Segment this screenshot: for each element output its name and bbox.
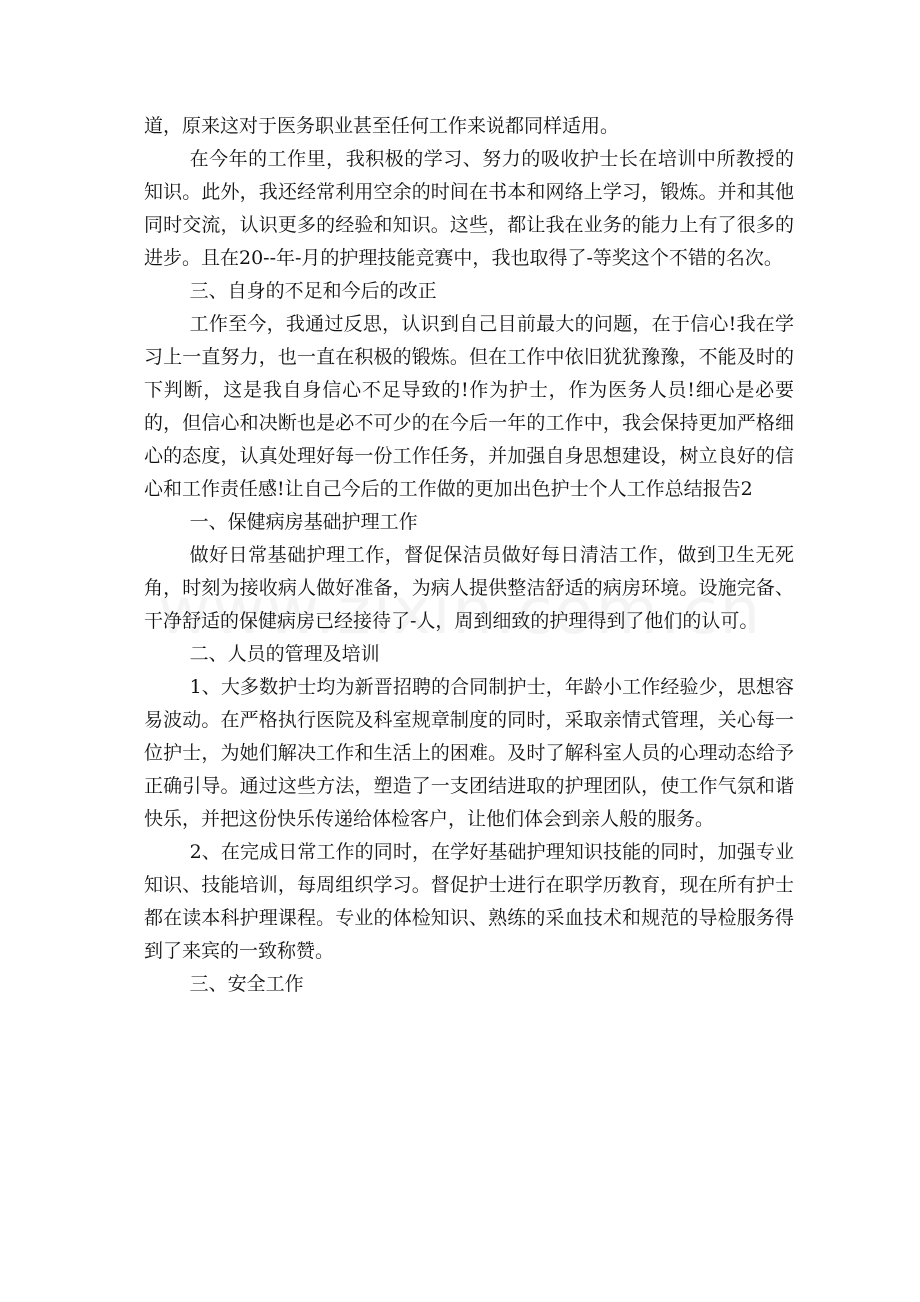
- section-heading-staff-training: 二、人员的管理及培训: [189, 643, 380, 665]
- paragraph-2: 在今年的工作里，我积极的学习、努力的吸收护士长在培训中所教授的知识。此外，我还经常利用空余的时间在书本和网络上学习，锻炼。并和其他同时交流，认识更多的经验和知识。这些，都让我在业务的能力上有了很多的进步。且在20--年-月的护理技能竞赛中，我也取得了-等奖这个不错的名次。: [144, 148, 794, 269]
- section-heading-safety: 三、安全工作: [189, 973, 304, 995]
- paragraph-3: 工作至今，我通过反思，认识到自己目前最大的问题，在于信心!我在学习上一直努力，也一直在积极的锻炼。但在工作中依旧犹犹豫豫，不能及时的下判断，这是我自身信心不足导致的!作为护士，作为医务人员!细心是必要的，但信心和决断也是必不可少的在今后一年的工作中，我会保持更加严格细心的态度，认真处理好每一份工作任务，并加强自身思想建设，树立良好的信心和工作责任感!让自己今后的工作做的更加出色护士个人工作总结报告2: [144, 313, 794, 500]
- document-body: [144, 110, 794, 1001]
- paragraph-6: 2、在完成日常工作的同时，在学好基础护理知识技能的同时，加强专业知识、技能培训，每周组织学习。督促护士进行在职学历教育，现在所有护士都在读本科护理课程。专业的体检知识、熟练的采血技术和规范的导检服务得到了来宾的一致称赞。: [144, 841, 794, 962]
- section-heading-ward-care: 一、保健病房基础护理工作: [189, 511, 418, 533]
- paragraph-1: 道，原来这对于医务职业甚至任何工作来说都同样适用。: [144, 115, 620, 137]
- paragraph-4: 做好日常基础护理工作，督促保洁员做好每日清洁工作，做到卫生无死角，时刻为接收病人做好准备，为病人提供整洁舒适的病房环境。设施完备、干净舒适的保健病房已经接待了-人，周到细致的护理得到了他们的认可。: [144, 544, 794, 632]
- paragraph-5: 1、大多数护士均为新晋招聘的合同制护士，年龄小工作经验少，思想容易波动。在严格执行医院及科室规章制度的同时，采取亲情式管理，关心每一位护士，为她们解决工作和生活上的困难。及时了解科室人员的心理动态给予正确引导。通过这些方法，塑造了一支团结进取的护理团队，使工作气氛和谐快乐，并把这份快乐传递给体检客户，让他们体会到亲人般的服务。: [144, 676, 794, 830]
- section-heading-shortcomings: 三、自身的不足和今后的改正: [189, 280, 437, 302]
